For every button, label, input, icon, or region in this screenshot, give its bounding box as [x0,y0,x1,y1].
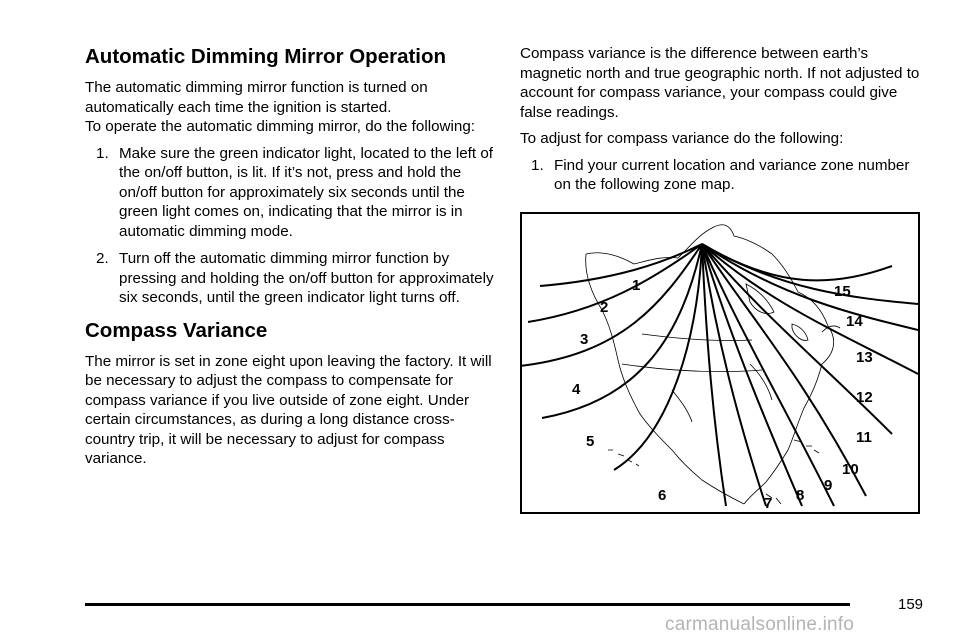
page-number: 159 [898,596,924,613]
paragraph-operate: To operate the automatic dimming mirror, do the following: [85,118,476,135]
step-text: Turn off the automatic dimming mirror function by pressing and holding the on/off button for approximately six seconds, until the green indicator light turns off. [119,250,494,306]
zone-label: 6 [658,487,667,504]
step-number: 1. [96,144,109,162]
watermark: carmanualsonline.info [665,614,855,635]
paragraph-intro: The automatic dimming mirror function is turned on automatically each time the ignition is started. [85,79,428,116]
zone-label: 13 [856,349,873,366]
zone-label: 5 [586,433,595,450]
zone-map-figure [522,214,918,512]
paragraph-variance-definition: Compass variance is the difference between earth’s magnetic north and true geographic north. If not adjusted to account for compass variance, your compass could give false readings. [520,45,920,121]
zone-label: 10 [842,461,859,478]
right-column [520,44,930,203]
step-2 [85,249,495,308]
step-number: 1. [531,156,544,174]
zone-label: 4 [572,381,581,398]
zone-label: 15 [834,283,851,300]
step-number: 2. [96,250,109,267]
section-heading-compass-variance: Compass Variance [85,318,268,342]
step-find-zone [520,156,930,195]
zone-label: 14 [846,313,863,330]
zone-label: 2 [600,299,609,316]
variance-zone-map [520,212,920,514]
left-column [85,44,495,476]
step-text: Make sure the green indicator light, located to the left of the on/off button, is lit. If it’s not, press and hold the on/off button for approximately six seconds until the green light comes on, indicating that the mirror is in automatic dimming mode. [119,144,493,240]
zone-label: 11 [856,429,872,446]
zone-label: 1 [632,277,641,294]
zone-label: 8 [796,487,805,504]
footer-rule [85,603,850,606]
paragraph-adjust: To adjust for compass variance do the following: [520,130,844,147]
zone-label: 12 [856,389,873,406]
section-heading-dimming-mirror: Automatic Dimming Mirror Operation [85,45,447,68]
paragraph-compass-zone: The mirror is set in zone eight upon leaving the factory. It will be necessary to adjust the compass to compensate for compass variance if you live outside of zone eight. Under certain circumstances, as during a long distance cross-country trip, it will be necessary to adjust for compass variance. [85,352,492,467]
zone-label: 7 [764,495,773,512]
zone-label: 3 [580,331,589,348]
step-text: Find your current location and variance zone number on the following zone map. [554,156,910,193]
zone-label: 9 [824,477,833,494]
step-1 [85,144,495,242]
